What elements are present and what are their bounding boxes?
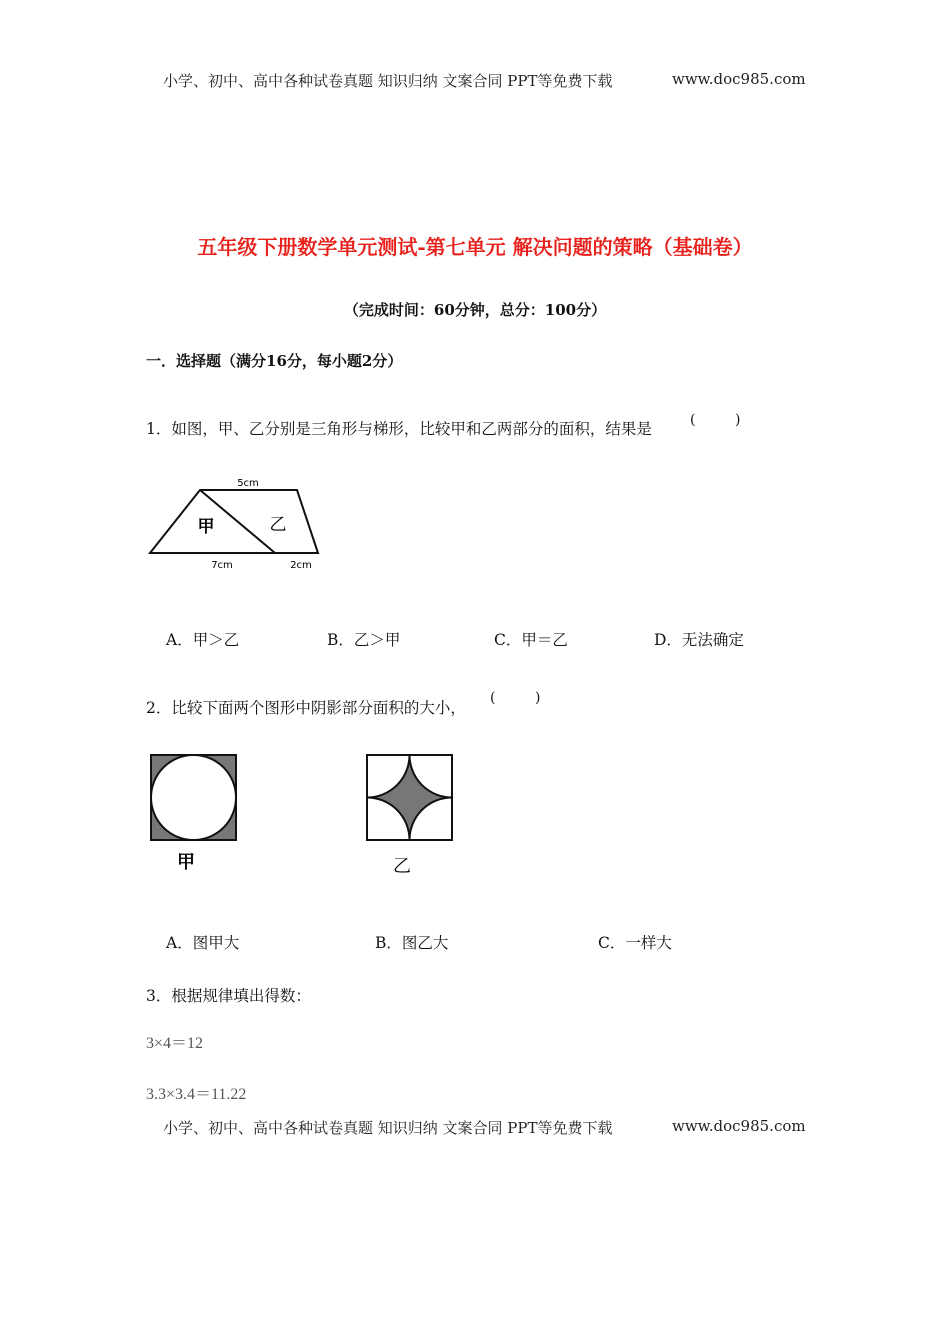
answer-paren-close: ) — [535, 690, 541, 706]
figure-jia — [146, 750, 242, 880]
figure-yi-label: 乙 — [393, 856, 411, 877]
question-2-text: 2．比较下面两个图形中阴影部分面积的大小， — [146, 699, 466, 717]
footer-note: 小学、初中、高中各种试卷真题 知识归纳 文案合同 PPT等免费下载 — [163, 1119, 613, 1137]
section-heading: 一．选择题（满分16分，每小题2分） — [146, 352, 403, 370]
page-subtitle: （完成时间：60分钟，总分：100分） — [343, 301, 607, 319]
region-jia-label: 甲 — [197, 517, 215, 537]
header-note: 小学、初中、高中各种试卷真题 知识归纳 文案合同 PPT等免费下载 — [163, 72, 613, 90]
inscribed-circle — [151, 755, 236, 840]
figure-jia-label: 甲 — [177, 852, 195, 873]
answer-paren-open: ( — [490, 690, 496, 706]
trapezoid-figure — [140, 470, 330, 580]
region-yi-label: 乙 — [269, 515, 287, 535]
trapezoid-outline — [150, 490, 318, 553]
label-5cm: 5cm — [237, 478, 259, 489]
question-1-text: 1．如图，甲、乙分别是三角形与梯形，比较甲和乙两部分的面积，结果是 — [146, 420, 652, 438]
label-2cm: 2cm — [290, 560, 312, 571]
q1-option-a: A．甲＞乙 — [166, 631, 240, 649]
label-7cm: 7cm — [211, 560, 233, 571]
q2-option-c: C．一样大 — [598, 934, 672, 952]
answer-paren-open: ( — [690, 412, 696, 428]
q1-option-b: B．乙＞甲 — [327, 631, 401, 649]
q1-option-d: D．无法确定 — [654, 631, 744, 649]
answer-paren-close: ) — [735, 412, 741, 428]
q2-option-a: A．图甲大 — [166, 934, 240, 952]
page-title: 五年级下册数学单元测试-第七单元 解决问题的策略（基础卷） — [197, 235, 753, 259]
figure-yi — [362, 750, 458, 880]
pattern-line-1: 3×4＝12 — [146, 1035, 204, 1052]
header-url: www.doc985.com — [672, 70, 806, 88]
question-3-text: 3．根据规律填出得数： — [146, 987, 311, 1005]
pattern-line-2: 3.3×3.4＝11.22 — [146, 1086, 247, 1103]
q1-option-c: C．甲＝乙 — [494, 631, 568, 649]
q2-option-b: B．图乙大 — [375, 934, 449, 952]
footer-url: www.doc985.com — [672, 1117, 806, 1135]
